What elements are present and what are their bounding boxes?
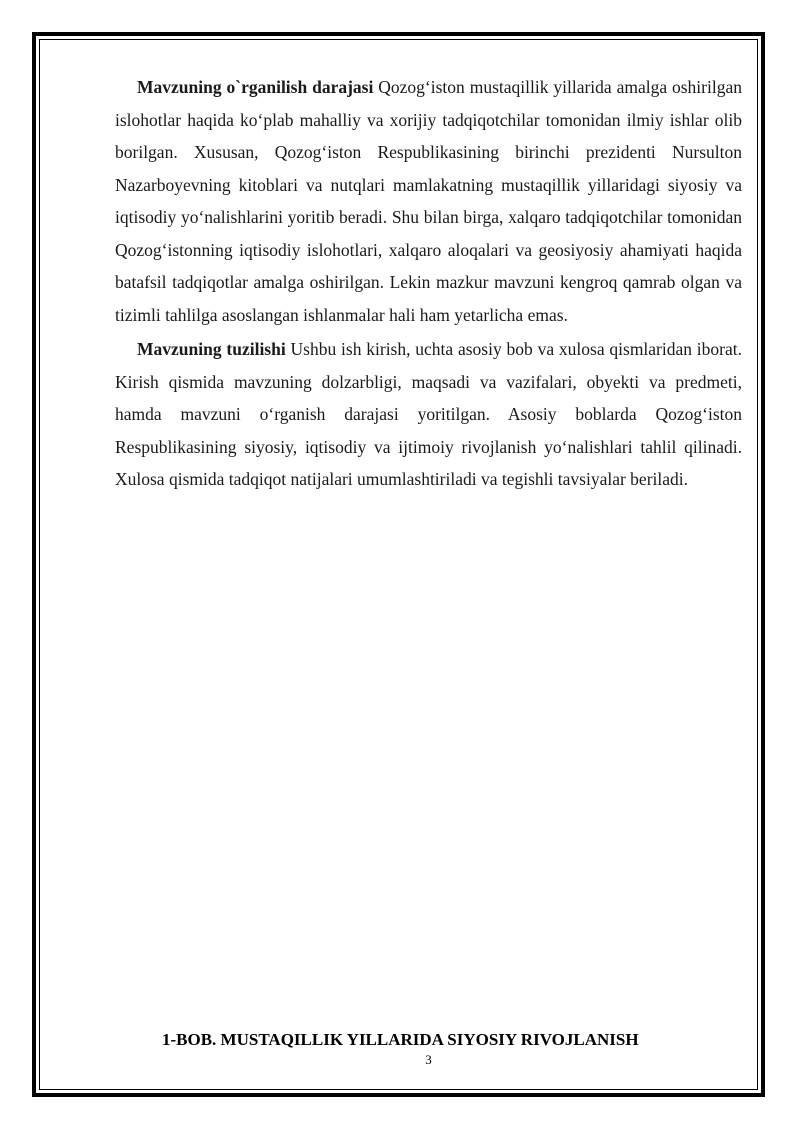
paragraph-structure (115, 333, 742, 496)
paragraph-heading: Mavzuning tuzilishi (137, 339, 286, 359)
paragraph-text: Qozog‘iston mustaqillik yillarida amalga oshirilgan islohotlar haqida ko‘plab mahalliy va xorijiy tadqiqotchilar tomonidan ilmiy ishlar olib borilgan. Xususan, Qozog‘iston Respublikasining birinchi prezidenti Nursulton Nazarboyevning kitoblari va nutqlari mamlakatning mustaqillik yillaridagi siyosiy va iqtisodiy yo‘nalishlarini yoritib beradi. Shu bilan birga, xalqaro tadqiqotchilar tomonidan Qozog‘istonning iqtisodiy islohotlari, xalqaro aloqalari va geosiyosiy ahamiyati haqida batafsil tadqiqotlar amalga oshirilgan. Lekin mazkur mavzuni kengroq qamrab olgan va tizimli tahlilga asoslangan ishlanmalar hali ham yetarlicha emas. (115, 77, 742, 325)
document-body (115, 71, 742, 498)
paragraph-text: Ushbu ish kirish, uchta asosiy bob va xulosa qismlaridan iborat. Kirish qismida mavzuning dolzarbligi, maqsadi va vazifalari, obyekti va predmeti, hamda mavzuni o‘rganish darajasi yoritilgan. Asosiy boblarda Qozog‘iston Respublikasining siyosiy, iqtisodiy va ijtimoiy rivojlanish yo‘nalishlari tahlil qilinadi. Xulosa qismida tadqiqot natijalari umumlashtiriladi va tegishli tavsiyalar beriladi. (115, 339, 743, 489)
paragraph-heading: Mavzuning o`rganilish darajasi (137, 77, 374, 97)
page-number: 3 (425, 1052, 432, 1067)
paragraph-study-level (115, 71, 742, 331)
chapter-title: 1-BOB. MUSTAQILLIK YILLARIDA SIYOSIY RIVOJLANISH (162, 1030, 639, 1049)
